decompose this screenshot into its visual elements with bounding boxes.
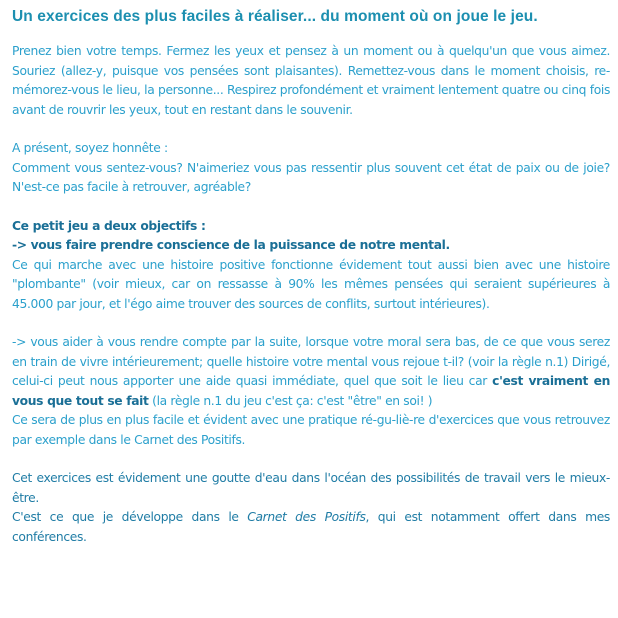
present-text: Comment vous sentez-vous? N'aimeriez vous pas ressentir plus souvent cet état de paix ou de joie? N'est-ce pas facile à retrouver, agréable? [12,160,610,194]
objective2-bold: c'est vraiment en vous que tout se fait [12,374,610,408]
spacer [12,314,610,333]
present-block [12,139,610,198]
present-label: A présent, soyez honnête : [12,141,168,155]
objectives-block [12,217,610,315]
spacer [12,120,610,139]
conclusion-a: Cet exercices est évidement une goutte d'eau dans l'océan des possibilités de travail vers le mieux-être. [12,471,610,505]
objective2-text-a: -> vous aider à vous rendre compte par la suite, lorsque votre moral sera bas, de ce que vous serez en train de vivre intérieurement; quelle histoire votre mental vous rejoue t-il? (voir la règle n.1) Dirigé, celui-ci peut nous apporter une aide quasi immédiate, quel que soit le lieu car [12,335,610,388]
objectives-heading: Ce petit jeu a deux objectifs : [12,218,206,233]
objective2-text-b: (la règle n.1 du jeu c'est ça: c'est "être" en soi! ) [148,393,433,408]
conclusion-block [12,469,610,547]
objective1-text: Ce qui marche avec une histoire positive fonctionne évidement tout aussi bien avec une histoire "plombante" (voir mieux, car on ressasse à 90% les mêmes pensées qui seraient supérieures à 45.000 par jour, et l'égo aime trouver des sources de conflits, surtout intérieures). [12,257,610,311]
objective2-block [12,333,610,450]
conclusion-b-1: C'est ce que je développe dans le [12,510,248,524]
spacer [12,450,610,469]
conclusion-b-2: , qui est notamment offert dans mes conférences. [12,510,610,544]
intro-paragraph: Prenez bien votre temps. Fermez les yeux et pensez à un moment ou à quelqu'un que vous aimez. Souriez (allez-y, puisque vos pensées sont plaisantes). Remettez-vous dans le moment choisis, re-mémorez-vous le lieu, la personne... Respirez profondément et vraiment lentement quatre ou cinq fois avant de rouvrir les yeux, tout en restant dans le souvenir. [12,44,610,117]
spacer [12,198,610,217]
objective2-text-c: Ce sera de plus en plus facile et évident avec une pratique ré-gu-liè-re d'exercices que vous retrouvez par exemple dans le Carnet des Positifs. [12,413,610,447]
article [12,8,610,547]
carnet-title: Carnet des Positifs [247,510,366,524]
objective1-heading: -> vous faire prendre conscience de la puissance de notre mental. [12,238,450,252]
article-title: Un exercices des plus faciles à réaliser... du moment où on joue le jeu. [12,8,538,25]
